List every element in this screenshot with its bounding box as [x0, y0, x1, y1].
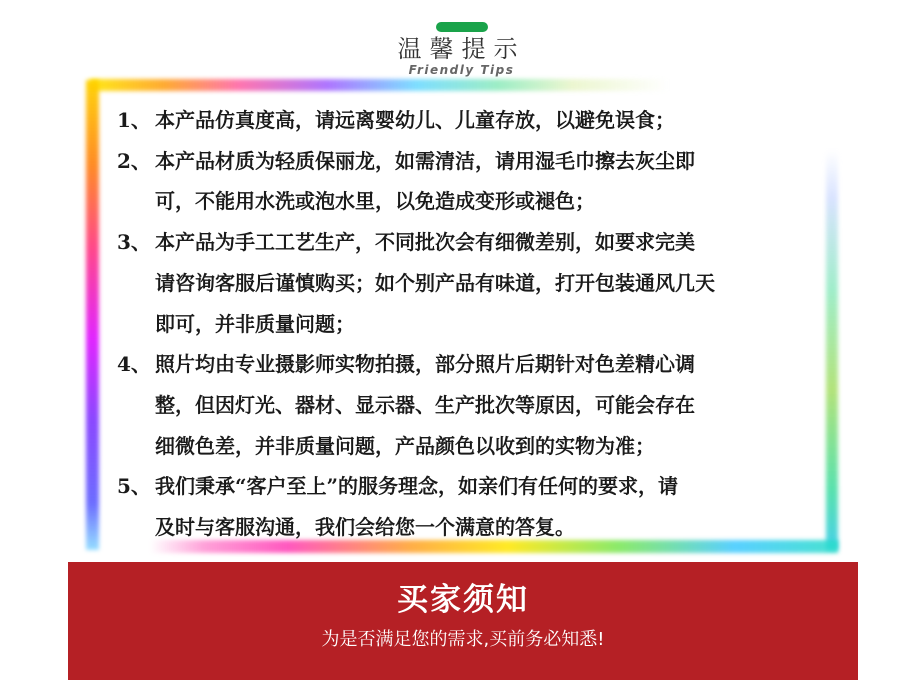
frame-left-edge: [86, 80, 99, 550]
tip-text-line: 本产品仿真度高，请远离婴幼儿、儿童存放，以避免误食；: [155, 108, 675, 132]
tip-text-line: 请咨询客服后谨慎购买；如个别产品有味道，打开包装通风几天: [155, 270, 715, 295]
tip-text-line: 我们秉承“客户至上”的服务理念，如亲们有任何的要求，请: [155, 474, 679, 499]
tip-text-line: 本产品为手工工艺生产，不同批次会有细微差别，如要求完美: [155, 230, 695, 255]
tip-number: 5、: [117, 474, 151, 499]
tip-text-line: 即可，并非质量问题；: [155, 311, 355, 336]
frame-top-edge: [90, 79, 832, 91]
banner-subtitle: 为是否满足您的需求,买前务必知悉!: [321, 629, 605, 650]
tips-list: [117, 100, 817, 548]
tip-text-line: 可，不能用水洗或泡水里，以免造成变形或褪色；: [155, 189, 595, 214]
section-subtitle: Friendly Tips: [408, 63, 515, 77]
tip-item: [117, 100, 817, 141]
header-accent-pill: [436, 22, 488, 32]
frame-right-edge: [826, 150, 838, 550]
tip-text-line: 整，但因灯光、器材、显示器、生产批次等原因，可能会存在: [155, 392, 695, 417]
tip-text-line: 细微色差，并非质量问题，产品颜色以收到的实物为准；: [155, 433, 655, 458]
section-title: 温馨提示: [397, 35, 526, 63]
tip-text-line: 本产品材质为轻质保丽龙，如需清洁，请用湿毛巾擦去灰尘即: [155, 148, 695, 173]
banner-title: 买家须知: [397, 582, 529, 618]
tip-text-line: 及时与客服沟通，我们会给您一个满意的答复。: [155, 515, 575, 540]
tip-number: 1、: [117, 108, 151, 132]
tip-item: [117, 344, 817, 466]
tip-item: [117, 141, 817, 222]
tip-number: 3、: [117, 230, 151, 255]
buyer-notice-banner: [68, 562, 858, 680]
tip-item: [117, 466, 817, 547]
tip-item: [117, 222, 817, 344]
tip-number: 2、: [117, 148, 151, 173]
tip-text-line: 照片均由专业摄影师实物拍摄，部分照片后期针对色差精心调: [155, 352, 695, 377]
tip-number: 4、: [117, 352, 151, 377]
